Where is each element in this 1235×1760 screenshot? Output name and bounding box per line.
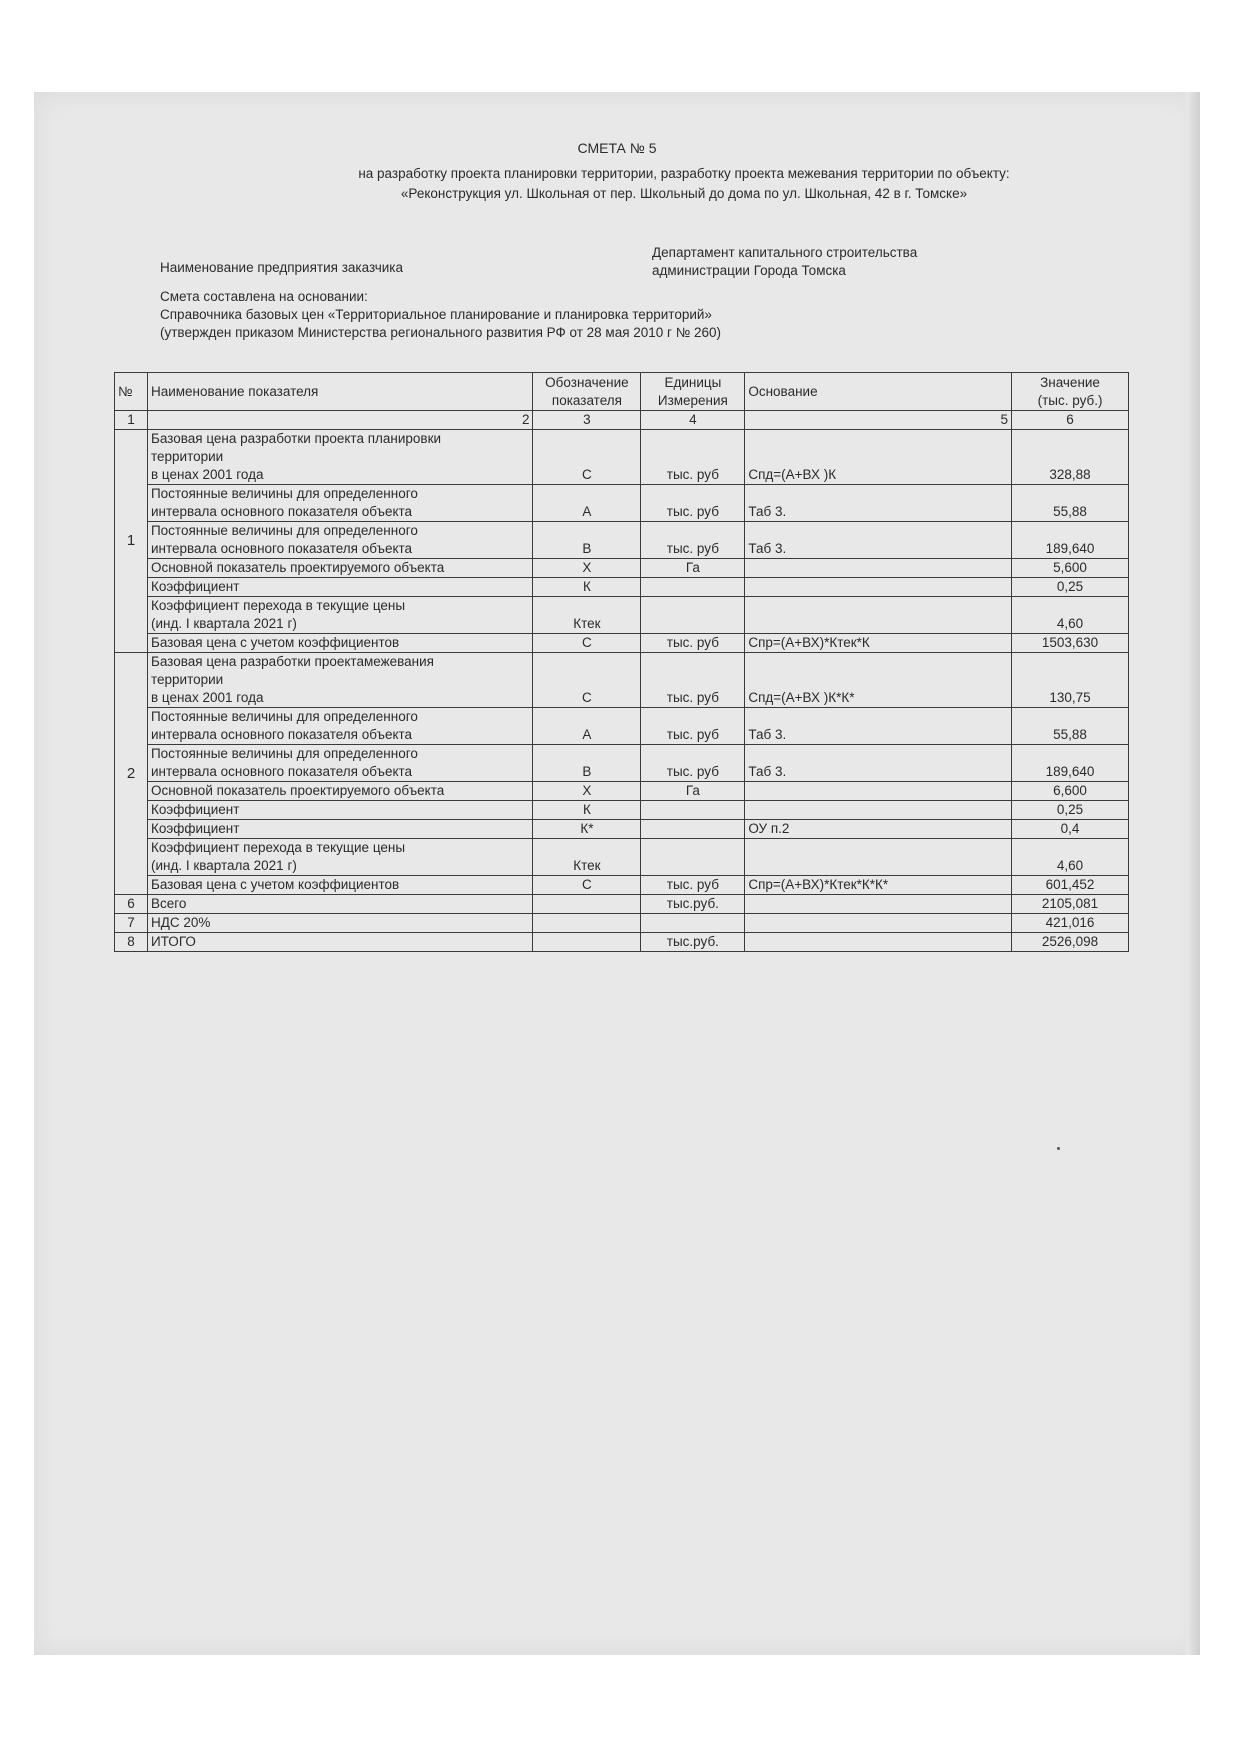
vat-no: 7 [115, 914, 148, 933]
table-row [115, 708, 1129, 745]
row-basis: Таб 3. [745, 522, 1012, 559]
table-row [115, 745, 1129, 782]
row-value: 0,4 [1012, 820, 1129, 839]
section-number: 2 [115, 653, 148, 895]
colnum-6: 6 [1012, 411, 1129, 430]
row-unit: Га [641, 559, 745, 578]
header-designation: Обозначение показателя [533, 373, 641, 411]
colnum-1: 1 [115, 411, 148, 430]
row-name: Основной показатель проектируемого объекта [147, 782, 532, 801]
header-name: Наименование показателя [147, 373, 532, 411]
table-row [115, 653, 1129, 708]
colnum-4: 4 [641, 411, 745, 430]
row-designation: С [533, 430, 641, 485]
row-name: Коэффициент [147, 820, 532, 839]
row-designation: В [533, 522, 641, 559]
row-name: Базовая цена разработки проектамежевания территории в ценах 2001 года [147, 653, 532, 708]
vat-value: 421,016 [1012, 914, 1129, 933]
colnum-2: 2 [147, 411, 532, 430]
row-basis [745, 597, 1012, 634]
row-basis [745, 782, 1012, 801]
document-sheet [34, 92, 1200, 1655]
total-value: 2105,081 [1012, 895, 1129, 914]
row-designation: Ктек [533, 597, 641, 634]
row-basis: Спд=(А+ВХ )К*К* [745, 653, 1012, 708]
row-name: Основной показатель проектируемого объекта [147, 559, 532, 578]
row-value: 1503,630 [1012, 634, 1129, 653]
row-value: 189,640 [1012, 522, 1129, 559]
row-designation: С [533, 653, 641, 708]
row-designation: К [533, 578, 641, 597]
scan-speck [1057, 1147, 1060, 1150]
grand-total-basis [745, 933, 1012, 952]
grand-total-value: 2526,098 [1012, 933, 1129, 952]
header-basis: Основание [745, 373, 1012, 411]
table-row [115, 634, 1129, 653]
row-unit [641, 839, 745, 876]
row-designation: А [533, 708, 641, 745]
row-designation: В [533, 745, 641, 782]
customer-line-2: администрации Города Томска [652, 263, 846, 278]
row-designation: Х [533, 782, 641, 801]
row-unit: тыс. руб [641, 485, 745, 522]
total-name: Всего [147, 895, 532, 914]
row-unit: тыс. руб [641, 745, 745, 782]
row-name: Базовая цена с учетом коэффициентов [147, 876, 532, 895]
row-basis: Таб 3. [745, 485, 1012, 522]
grand-total-designation [533, 933, 641, 952]
row-basis [745, 578, 1012, 597]
header-units: Единицы Измерения [641, 373, 745, 411]
row-value: 130,75 [1012, 653, 1129, 708]
row-unit: тыс. руб [641, 430, 745, 485]
row-designation: К* [533, 820, 641, 839]
row-name: Коэффициент [147, 578, 532, 597]
row-unit: тыс. руб [641, 634, 745, 653]
vat-row [115, 914, 1129, 933]
grand-total-name: ИТОГО [147, 933, 532, 952]
row-value: 5,600 [1012, 559, 1129, 578]
row-value: 0,25 [1012, 578, 1129, 597]
document-subtitle [254, 164, 1114, 204]
row-unit: тыс. руб [641, 653, 745, 708]
total-designation [533, 895, 641, 914]
table-row [115, 839, 1129, 876]
vat-designation [533, 914, 641, 933]
vat-name: НДС 20% [147, 914, 532, 933]
row-basis [745, 559, 1012, 578]
row-name: Базовая цена разработки проекта планировки территории в ценах 2001 года [147, 430, 532, 485]
row-unit [641, 820, 745, 839]
row-name: Базовая цена с учетом коэффициентов [147, 634, 532, 653]
row-unit: тыс. руб [641, 522, 745, 559]
colnum-3: 3 [533, 411, 641, 430]
table-header-row [115, 373, 1129, 411]
row-name: Коэффициент перехода в текущие цены (инд. I квартала 2021 г) [147, 597, 532, 634]
row-name: Коэффициент перехода в текущие цены (инд. I квартала 2021 г) [147, 839, 532, 876]
grand-total-no: 8 [115, 933, 148, 952]
row-name: Постоянные величины для определенного интервала основного показателя объекта [147, 485, 532, 522]
page-edge-shadow [1186, 92, 1200, 1655]
total-row [115, 895, 1129, 914]
customer-name [652, 244, 992, 280]
table-row [115, 430, 1129, 485]
section-number: 1 [115, 430, 148, 653]
row-value: 4,60 [1012, 597, 1129, 634]
row-basis [745, 801, 1012, 820]
grand-total-row [115, 933, 1129, 952]
row-basis: Таб 3. [745, 745, 1012, 782]
table-row [115, 578, 1129, 597]
row-basis: Таб 3. [745, 708, 1012, 745]
row-unit: тыс. руб [641, 876, 745, 895]
column-number-row [115, 411, 1129, 430]
customer-label: Наименование предприятия заказчика [160, 260, 403, 275]
table-row [115, 801, 1129, 820]
table-row [115, 876, 1129, 895]
row-name: Коэффициент [147, 801, 532, 820]
row-unit [641, 597, 745, 634]
total-unit: тыс.руб. [641, 895, 745, 914]
row-value: 0,25 [1012, 801, 1129, 820]
colnum-5: 5 [745, 411, 1012, 430]
table-row [115, 485, 1129, 522]
row-value: 55,88 [1012, 485, 1129, 522]
subtitle-line-1: на разработку проекта планировки территории, разработку проекта межевания территории по объекту: [358, 166, 1010, 181]
table-row [115, 597, 1129, 634]
row-basis [745, 839, 1012, 876]
row-basis: ОУ п.2 [745, 820, 1012, 839]
row-designation: А [533, 485, 641, 522]
row-basis: Спр=(А+ВХ)*Ктек*К [745, 634, 1012, 653]
row-unit [641, 578, 745, 597]
customer-line-1: Департамент капитального строительства [652, 245, 918, 260]
header-value: Значение (тыс. руб.) [1012, 373, 1129, 411]
row-name: Постоянные величины для определенного интервала основного показателя объекта [147, 745, 532, 782]
table-row [115, 522, 1129, 559]
vat-basis [745, 914, 1012, 933]
row-designation: С [533, 876, 641, 895]
row-name: Постоянные величины для определенного интервала основного показателя объекта [147, 522, 532, 559]
total-no: 6 [115, 895, 148, 914]
row-designation: К [533, 801, 641, 820]
row-basis: Спд=(А+ВХ )К [745, 430, 1012, 485]
total-basis [745, 895, 1012, 914]
basis-line-3: (утвержден приказом Министерства регионального развития РФ от 28 мая 2010 г № 260) [160, 325, 721, 340]
row-basis: Спр=(А+ВХ)*Ктек*К*К* [745, 876, 1012, 895]
row-value: 189,640 [1012, 745, 1129, 782]
table-row [115, 782, 1129, 801]
estimate-basis [160, 288, 721, 342]
row-name: Постоянные величины для определенного интервала основного показателя объекта [147, 708, 532, 745]
row-designation: С [533, 634, 641, 653]
basis-line-2: Справочника базовых цен «Территориальное планирование и планировка территорий» [160, 307, 712, 322]
basis-line-1: Смета составлена на основании: [160, 289, 368, 304]
row-value: 601,452 [1012, 876, 1129, 895]
row-value: 6,600 [1012, 782, 1129, 801]
estimate-table [114, 372, 1129, 952]
table-row [115, 559, 1129, 578]
row-value: 328,88 [1012, 430, 1129, 485]
row-unit: тыс. руб [641, 708, 745, 745]
grand-total-unit: тыс.руб. [641, 933, 745, 952]
document-title: СМЕТА № 5 [577, 140, 657, 156]
row-designation: Ктек [533, 839, 641, 876]
vat-unit [641, 914, 745, 933]
row-unit: Га [641, 782, 745, 801]
header-no: № [115, 373, 148, 411]
row-designation: Х [533, 559, 641, 578]
row-unit [641, 801, 745, 820]
row-value: 55,88 [1012, 708, 1129, 745]
table-row [115, 820, 1129, 839]
row-value: 4,60 [1012, 839, 1129, 876]
subtitle-line-2: «Реконструкция ул. Школьная от пер. Школьный до дома по ул. Школьная, 42 в г. Томске» [400, 186, 968, 201]
